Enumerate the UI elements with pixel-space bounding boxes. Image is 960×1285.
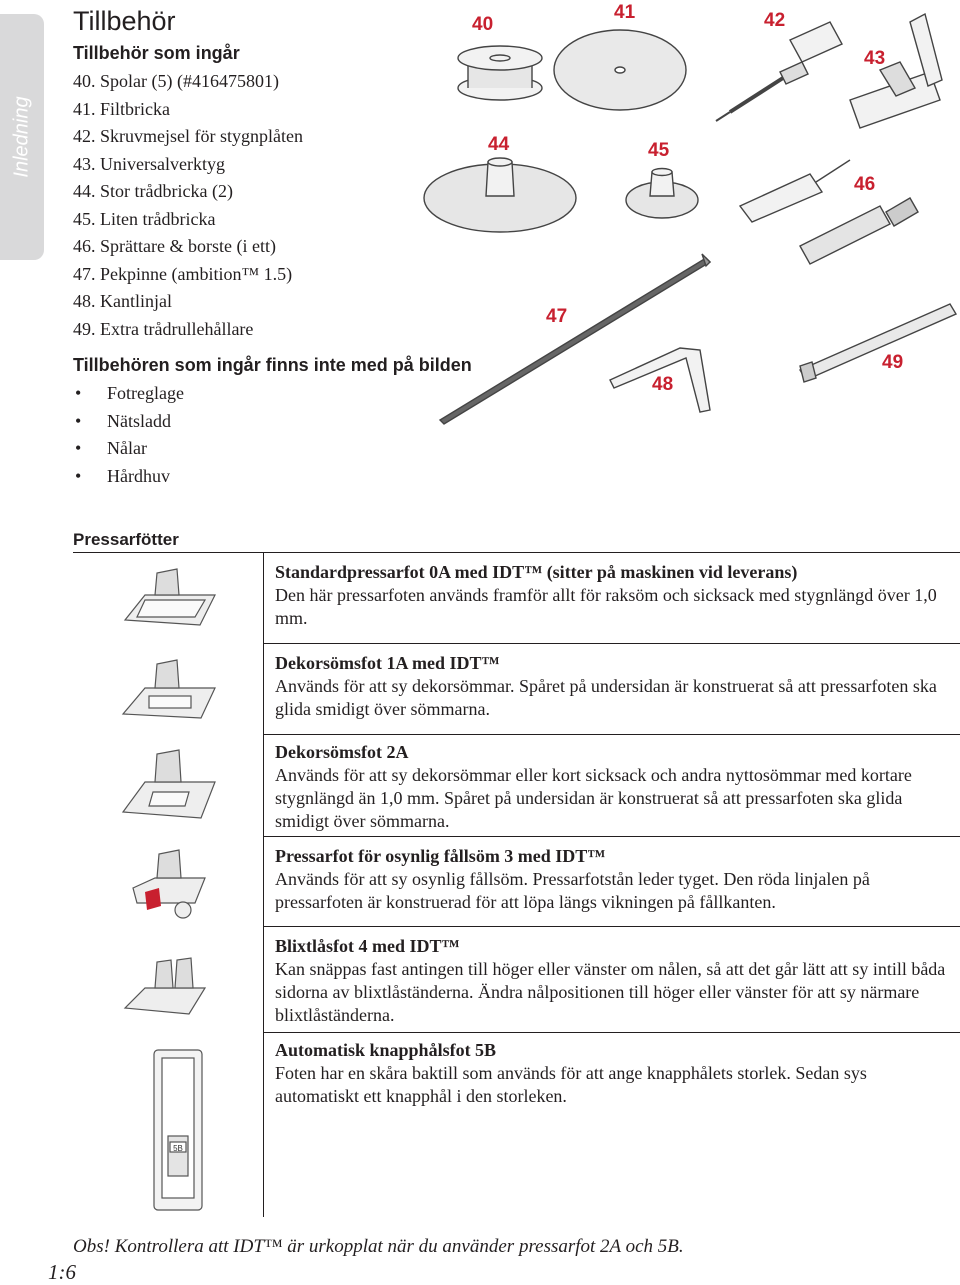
universal-tool-icon xyxy=(850,14,942,128)
list-item: 41. Filtbricka xyxy=(73,98,170,119)
not-included-heading: Tillbehören som ingår finns inte med på bilden xyxy=(73,355,472,375)
callout-49: 49 xyxy=(882,352,904,373)
foot-entry-2a xyxy=(275,741,955,833)
list-item: 45. Liten trådbricka xyxy=(73,208,216,229)
list-item: 49. Extra trådrullehållare xyxy=(73,318,254,339)
entry-body: Kan snäppas fast antingen till höger eller vänster om nålen, så att det går lätt att sy intill båda sidorna av blixtlåständerna. Ändra nålpositionen till höger eller vänster för att sy närmare blixtlåständerna. xyxy=(275,959,946,1025)
felt-disc-icon xyxy=(554,30,686,110)
callout-48: 48 xyxy=(652,374,674,395)
foot-entry-4 xyxy=(275,935,955,1027)
list-item: 48. Kantlinjal xyxy=(73,291,172,311)
list-item: 44. Stor trådbricka (2) xyxy=(73,181,233,201)
callout-41: 41 xyxy=(614,2,636,23)
section-rule xyxy=(73,552,960,553)
presser-feet-heading: Pressarfötter xyxy=(73,530,179,549)
section-tab-label: Inledning xyxy=(10,96,33,178)
zipper-foot-icon xyxy=(115,938,225,1023)
foot-entry-3 xyxy=(275,845,955,914)
presser-foot-1a-icon xyxy=(115,656,225,726)
foot-entry-1a xyxy=(275,652,955,721)
large-spool-cap-icon xyxy=(424,158,576,232)
row-divider xyxy=(263,643,960,644)
list-item: • Nätsladd xyxy=(73,408,184,436)
row-divider xyxy=(263,836,960,837)
page-number: 1:6 xyxy=(48,1260,76,1284)
row-divider xyxy=(263,1032,960,1033)
entry-title: Automatisk knapphålsfot 5B xyxy=(275,1040,497,1060)
entry-title: Blixtlåsfot 4 med IDT™ xyxy=(275,936,460,956)
entry-body: Används för att sy dekorsömmar eller kort sicksack och andra nyttosömmar med kortare stygnlängd än 1,0 mm. Spåret på undersidan är konstruerat så att pressarfoten ska glida smidigt över sömmarna. xyxy=(275,765,912,831)
presser-foot-2a-icon xyxy=(115,746,225,826)
section-tab xyxy=(0,14,44,260)
callout-40: 40 xyxy=(472,14,494,35)
entry-title: Dekorsömsfot 1A med IDT™ xyxy=(275,653,500,673)
callout-46: 46 xyxy=(854,174,876,195)
accessories-illustration xyxy=(410,0,960,440)
included-heading: Tillbehör som ingår xyxy=(73,43,240,63)
buttonhole-foot-icon xyxy=(148,1046,208,1216)
entry-title: Standardpressarfot 0A med IDT™ (sitter på maskinen vid leverans) xyxy=(275,562,798,582)
page-title: Tillbehör xyxy=(73,6,176,36)
presser-foot-3-icon xyxy=(115,848,225,923)
callout-43: 43 xyxy=(864,48,886,69)
bobbin-icon xyxy=(458,46,542,100)
entry-body: Foten har en skåra baktill som används för att ange knapphålets storlek. Sedan sys automatiskt ett knapphål i den storleken. xyxy=(275,1063,867,1106)
list-item: • Fotreglage xyxy=(73,380,184,408)
not-included-list xyxy=(73,380,184,490)
small-spool-cap-icon xyxy=(626,169,698,219)
entry-body: Används för att sy dekorsömmar. Spåret på undersidan är konstruerat så att pressarfoten ska glida smidigt över sömmarna. xyxy=(275,676,937,719)
stylus-icon xyxy=(440,254,710,424)
list-item: 47. Pekpinne (ambition™ 1.5) xyxy=(73,263,293,284)
spool-pin-icon xyxy=(800,304,956,382)
entry-body: Används för att sy osynlig fållsöm. Pressarfotstån leder tyget. Den röda linjalen på pressarfoten är konstruerad för att löpa längs vikningen på fållkanten. xyxy=(275,869,870,912)
foot-entry-0a xyxy=(275,561,955,630)
row-divider xyxy=(263,926,960,927)
row-divider xyxy=(263,734,960,735)
foot-label-5b: 5B xyxy=(173,1144,183,1153)
list-item: • Hårdhuv xyxy=(73,463,184,491)
list-item: 46. Sprättare & borste (i ett) xyxy=(73,236,276,256)
list-item: 40. Spolar (5) (#416475801) xyxy=(73,71,279,91)
entry-title: Dekorsömsfot 2A xyxy=(275,742,409,762)
seam-ripper-icon xyxy=(740,160,918,264)
entry-body: Den här pressarfoten används framför allt för raksöm och sicksack med stygnlängd över 1,0 mm. xyxy=(275,585,937,628)
note: Obs! Kontrollera att IDT™ är urkopplat när du använder pressarfot 2A och 5B. xyxy=(73,1236,684,1257)
screwdriver-icon xyxy=(716,22,842,121)
callout-45: 45 xyxy=(648,140,670,161)
list-item: 42. Skruvmejsel för stygnplåten xyxy=(73,126,303,146)
callout-47: 47 xyxy=(546,306,568,327)
callout-42: 42 xyxy=(764,10,786,31)
list-item: • Nålar xyxy=(73,435,184,463)
column-divider xyxy=(263,552,264,1217)
foot-entry-5b xyxy=(275,1039,955,1108)
callout-44: 44 xyxy=(488,134,510,155)
list-item: 43. Universalverktyg xyxy=(73,153,225,174)
included-list xyxy=(73,68,303,343)
entry-title: Pressarfot för osynlig fållsöm 3 med IDT™ xyxy=(275,846,606,866)
presser-foot-0a-icon xyxy=(115,565,225,635)
